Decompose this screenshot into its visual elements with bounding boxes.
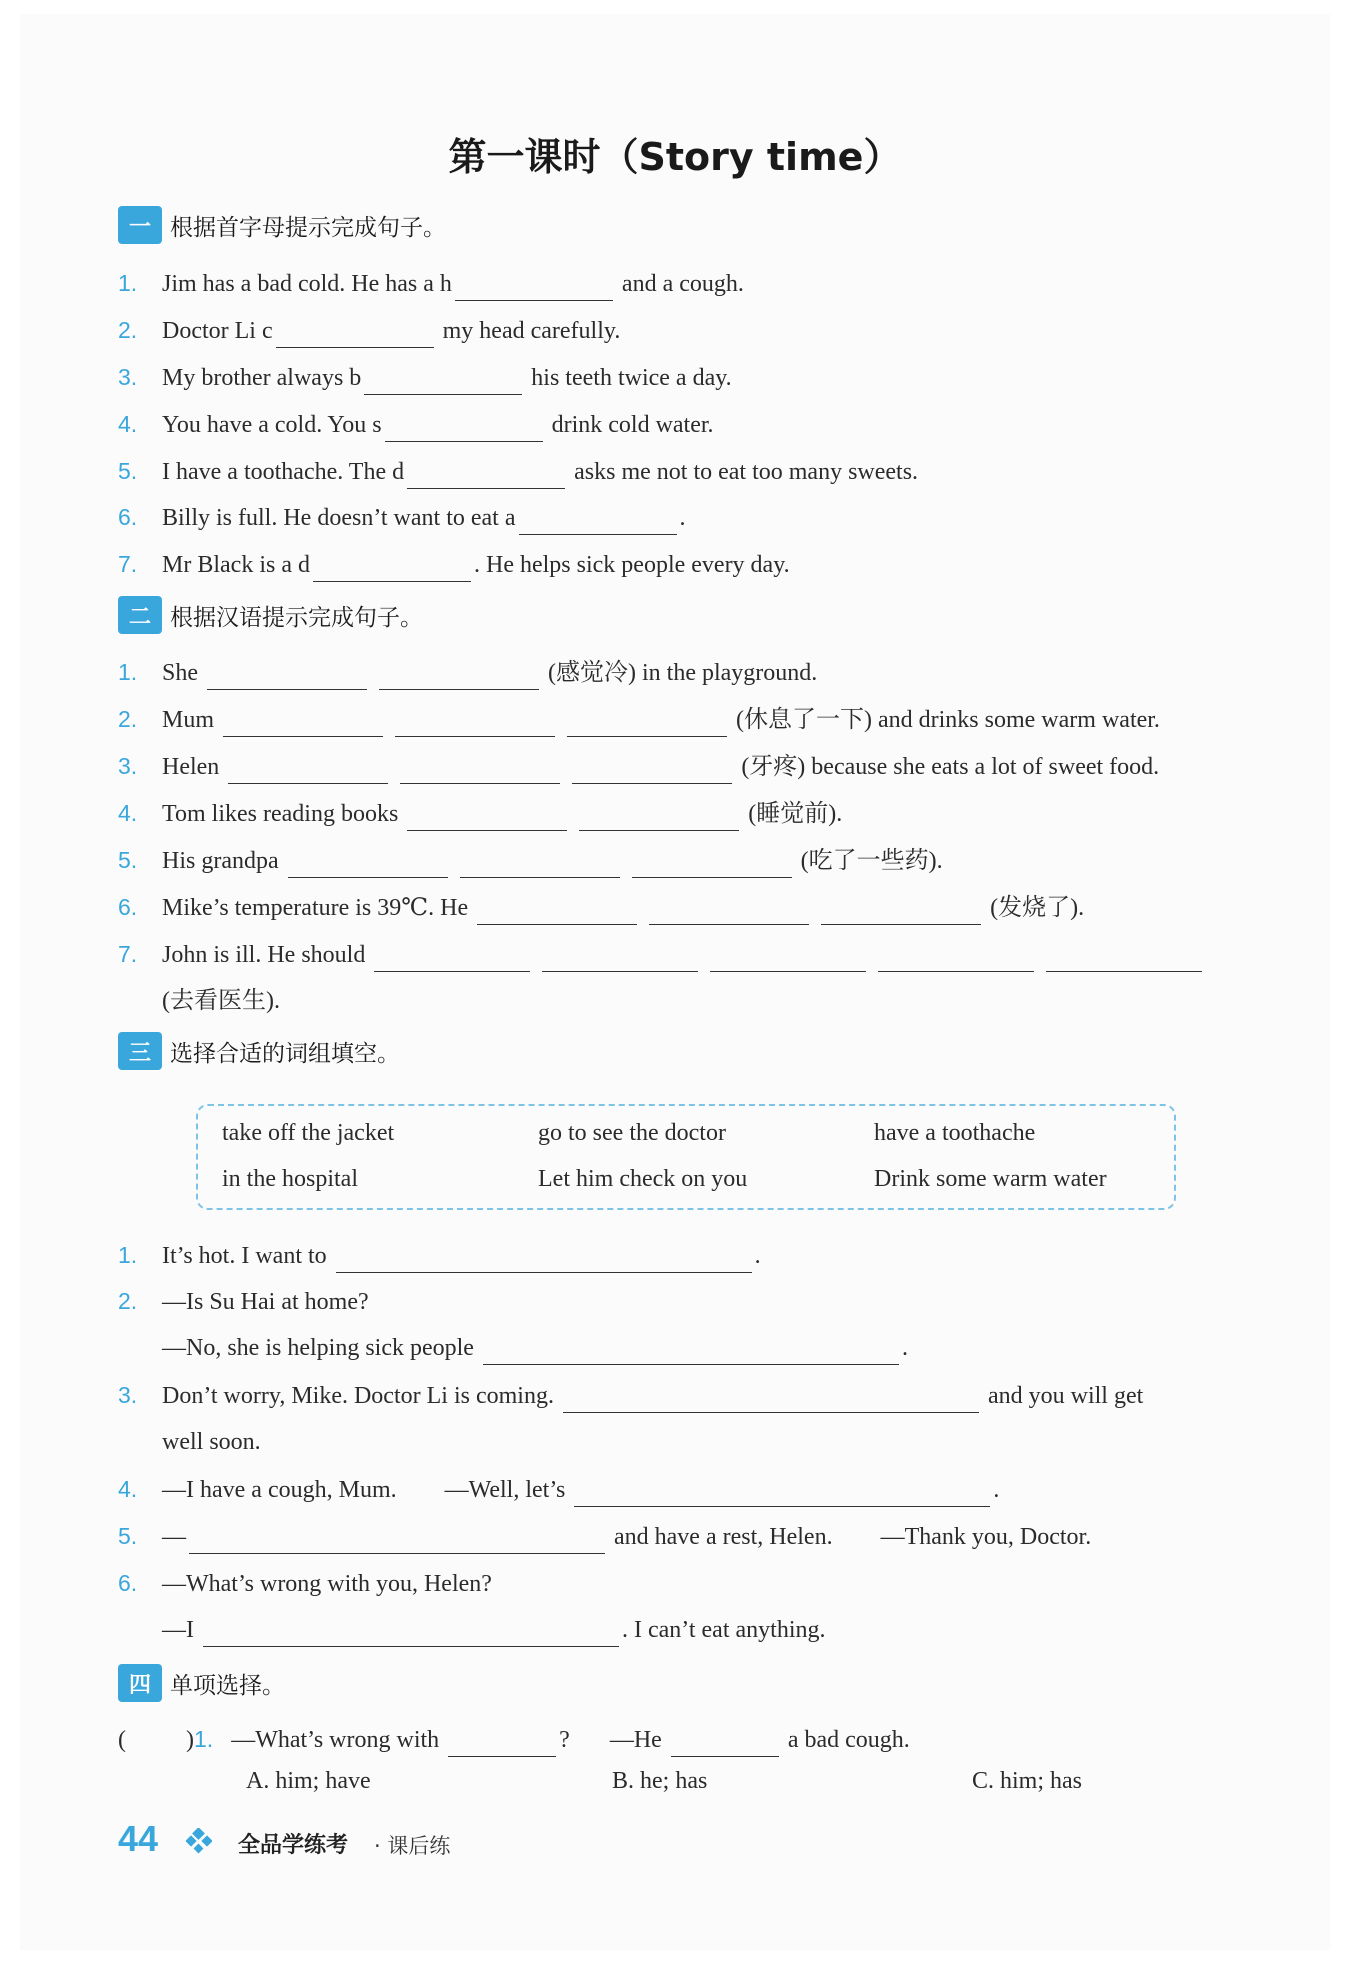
answer-blank[interactable] (1046, 945, 1202, 972)
page-title: 第一课时（Story time） (448, 135, 902, 179)
answer-blank[interactable] (379, 663, 539, 690)
question-text: (休息了一下) and drinks some warm water. (736, 707, 1160, 733)
s3-q4 (118, 1472, 999, 1506)
diamond-icon (186, 1828, 212, 1854)
option-b[interactable]: B. he; has (612, 1768, 708, 1794)
answer-blank[interactable] (671, 1730, 779, 1757)
section-3-badge: 三 (118, 1032, 162, 1070)
answer-blank[interactable] (710, 945, 866, 972)
question-text: (感觉冷) in the playground. (548, 660, 818, 686)
s2-q5 (118, 843, 943, 877)
question-text: and have a rest, Helen. (614, 1524, 833, 1550)
question-text: Doctor Li c (162, 318, 273, 344)
question-text: . (993, 1477, 1000, 1503)
s3-q5 (118, 1519, 1091, 1553)
s4-q1 (118, 1722, 910, 1756)
question-number: 1. (118, 659, 138, 685)
option-a[interactable]: A. him; have (246, 1768, 371, 1794)
section-4-header (118, 1664, 285, 1702)
s2-q4 (118, 796, 842, 830)
phrase-bank (196, 1104, 1176, 1210)
question-number: 3. (118, 364, 138, 390)
question-text: Helen (162, 754, 220, 780)
section-2-title: 根据汉语提示完成句子。 (170, 604, 423, 631)
question-number: 2. (118, 706, 138, 732)
s2-q6 (118, 890, 1084, 924)
section-2-header (118, 596, 423, 634)
answer-blank[interactable] (579, 804, 739, 831)
answer-blank[interactable] (374, 945, 530, 972)
question-text: his teeth twice a day. (531, 365, 732, 391)
answer-blank[interactable] (203, 1620, 619, 1647)
section-2-badge: 二 (118, 596, 162, 634)
page-number: 44 (118, 1818, 159, 1859)
question-text: Mum (162, 707, 215, 733)
question-text: . (901, 1335, 908, 1361)
footer-subtitle: · 课后练 (374, 1834, 451, 1858)
question-text: —He (609, 1727, 662, 1753)
question-number: 6. (118, 504, 138, 530)
question-text: —What’s wrong with you, Helen? (162, 1571, 492, 1597)
answer-blank[interactable] (563, 1386, 979, 1413)
question-text: —Thank you, Doctor. (880, 1524, 1092, 1550)
s3-q2-answer-line (162, 1331, 908, 1365)
s1-q6 (118, 500, 686, 534)
s2-q7 (118, 937, 1205, 971)
s2-q7-continuation: (去看医生). (162, 988, 280, 1014)
answer-blank[interactable] (632, 851, 792, 878)
question-number: 7. (118, 941, 138, 967)
s1-q4 (118, 407, 714, 441)
answer-blank[interactable] (407, 804, 567, 831)
question-number: 2. (118, 1288, 138, 1314)
answer-blank[interactable] (407, 462, 565, 489)
question-text: —I (162, 1617, 194, 1643)
answer-paren-close: ) (186, 1727, 194, 1753)
section-1-title: 根据首字母提示完成句子。 (170, 214, 446, 241)
answer-blank[interactable] (336, 1246, 752, 1273)
question-number: 6. (118, 894, 138, 920)
section-1-header (118, 206, 446, 244)
phrase-option: Drink some warm water (874, 1166, 1107, 1192)
question-text: John is ill. He should (162, 942, 366, 968)
question-text: Mr Black is a d (162, 552, 310, 578)
s2-q1 (118, 655, 817, 689)
answer-blank[interactable] (448, 1730, 556, 1757)
question-text: (吃了一些药). (800, 848, 943, 874)
question-number: 4. (118, 800, 138, 826)
question-text: ? (559, 1727, 570, 1753)
phrase-option: go to see the doctor (538, 1120, 726, 1146)
question-text: (发烧了). (990, 895, 1085, 921)
answer-blank[interactable] (483, 1338, 899, 1365)
question-text: (睡觉前). (748, 801, 843, 827)
section-1-badge: 一 (118, 206, 162, 244)
s3-q3 (118, 1378, 1143, 1412)
section-3-title: 选择合适的词组填空。 (170, 1040, 400, 1067)
question-number: 3. (118, 1382, 138, 1408)
answer-blank[interactable] (477, 898, 637, 925)
phrase-option: have a toothache (874, 1120, 1036, 1146)
answer-blank[interactable] (572, 757, 732, 784)
question-number: 5. (118, 1523, 138, 1549)
question-text: Jim has a bad cold. He has a h (162, 271, 452, 297)
answer-blank[interactable] (519, 508, 677, 535)
answer-blank[interactable] (542, 945, 698, 972)
answer-blank[interactable] (400, 757, 560, 784)
question-number: 4. (118, 411, 138, 437)
s2-q2 (118, 702, 1160, 736)
question-text: Don’t worry, Mike. Doctor Li is coming. (162, 1383, 554, 1409)
answer-blank[interactable] (574, 1480, 990, 1507)
question-text: — (162, 1524, 186, 1550)
question-text: . (679, 505, 686, 531)
answer-blank[interactable] (385, 415, 543, 442)
s1-q7 (118, 547, 790, 581)
question-text: His grandpa (162, 848, 279, 874)
answer-blank[interactable] (878, 945, 1034, 972)
question-text: It’s hot. I want to (162, 1243, 327, 1269)
phrase-option: in the hospital (222, 1166, 358, 1192)
question-number: 5. (118, 847, 138, 873)
s3-q6-answer-line (162, 1613, 825, 1647)
answer-blank[interactable] (207, 663, 367, 690)
s3-q3-continuation: well soon. (162, 1429, 261, 1455)
question-text: (牙疼) because she eats a lot of sweet food. (741, 754, 1160, 780)
option-c[interactable]: C. him; has (972, 1768, 1083, 1794)
question-text: asks me not to eat too many sweets. (574, 459, 919, 485)
question-number: 1. (118, 270, 138, 296)
footer-brand: 全品学练考 (238, 1833, 349, 1858)
question-number: 1. (118, 1242, 138, 1268)
phrase-option: Let him check on you (538, 1166, 748, 1192)
question-number: 4. (118, 1476, 138, 1502)
question-text: and you will get (987, 1383, 1144, 1409)
question-text: —I have a cough, Mum. (162, 1477, 397, 1503)
s2-q3 (118, 749, 1159, 783)
s3-q2 (118, 1284, 369, 1318)
question-text: . He helps sick people every day. (473, 552, 790, 578)
s1-q1 (118, 266, 744, 300)
question-number: 5. (118, 458, 138, 484)
answer-blank[interactable] (455, 274, 613, 301)
answer-blank[interactable] (567, 710, 727, 737)
question-text: Mike’s temperature is 39℃. He (162, 895, 469, 921)
question-text: My brother always b (162, 365, 362, 391)
question-text: —Well, let’s (444, 1477, 566, 1503)
question-text: —What’s wrong with (231, 1727, 440, 1753)
question-number: 6. (118, 1570, 138, 1596)
question-text: Billy is full. He doesn’t want to eat a (162, 505, 516, 531)
s3-q6 (118, 1566, 492, 1600)
question-text: —Is Su Hai at home? (162, 1289, 369, 1315)
question-text: and a cough. (621, 271, 744, 297)
question-text: I have a toothache. The d (162, 459, 405, 485)
phrase-option: take off the jacket (222, 1120, 395, 1146)
question-text: You have a cold. You s (162, 412, 382, 438)
answer-blank[interactable] (364, 368, 522, 395)
s1-q3 (118, 360, 732, 394)
question-text: drink cold water. (551, 412, 714, 438)
question-number: 2. (118, 317, 138, 343)
question-number: 3. (118, 753, 138, 779)
answer-blank[interactable] (821, 898, 981, 925)
question-text: . (754, 1243, 761, 1269)
section-4-badge: 四 (118, 1664, 162, 1702)
question-text: —No, she is helping sick people (162, 1335, 474, 1361)
s3-q1 (118, 1238, 761, 1272)
section-4-title: 单项选择。 (170, 1672, 285, 1699)
page-background (20, 14, 1330, 1950)
question-number: 7. (118, 551, 138, 577)
s1-q2 (118, 313, 620, 347)
s1-q5 (118, 454, 918, 488)
question-text: a bad cough. (787, 1727, 910, 1753)
question-text: . I can’t eat anything. (622, 1617, 826, 1643)
question-text: my head carefully. (442, 318, 621, 344)
answer-blank[interactable] (649, 898, 809, 925)
section-3-header (118, 1032, 400, 1070)
answer-blank[interactable] (276, 321, 434, 348)
question-number: 1. (194, 1726, 214, 1752)
answer-blank[interactable] (288, 851, 448, 878)
answer-blank[interactable] (313, 555, 471, 582)
answer-blank[interactable] (228, 757, 388, 784)
question-text: Tom likes reading books (162, 801, 399, 827)
answer-blank[interactable] (395, 710, 555, 737)
answer-blank[interactable] (223, 710, 383, 737)
answer-blank[interactable] (189, 1527, 605, 1554)
answer-paren-open: ( (118, 1727, 126, 1753)
answer-blank[interactable] (460, 851, 620, 878)
question-text: She (162, 660, 198, 686)
